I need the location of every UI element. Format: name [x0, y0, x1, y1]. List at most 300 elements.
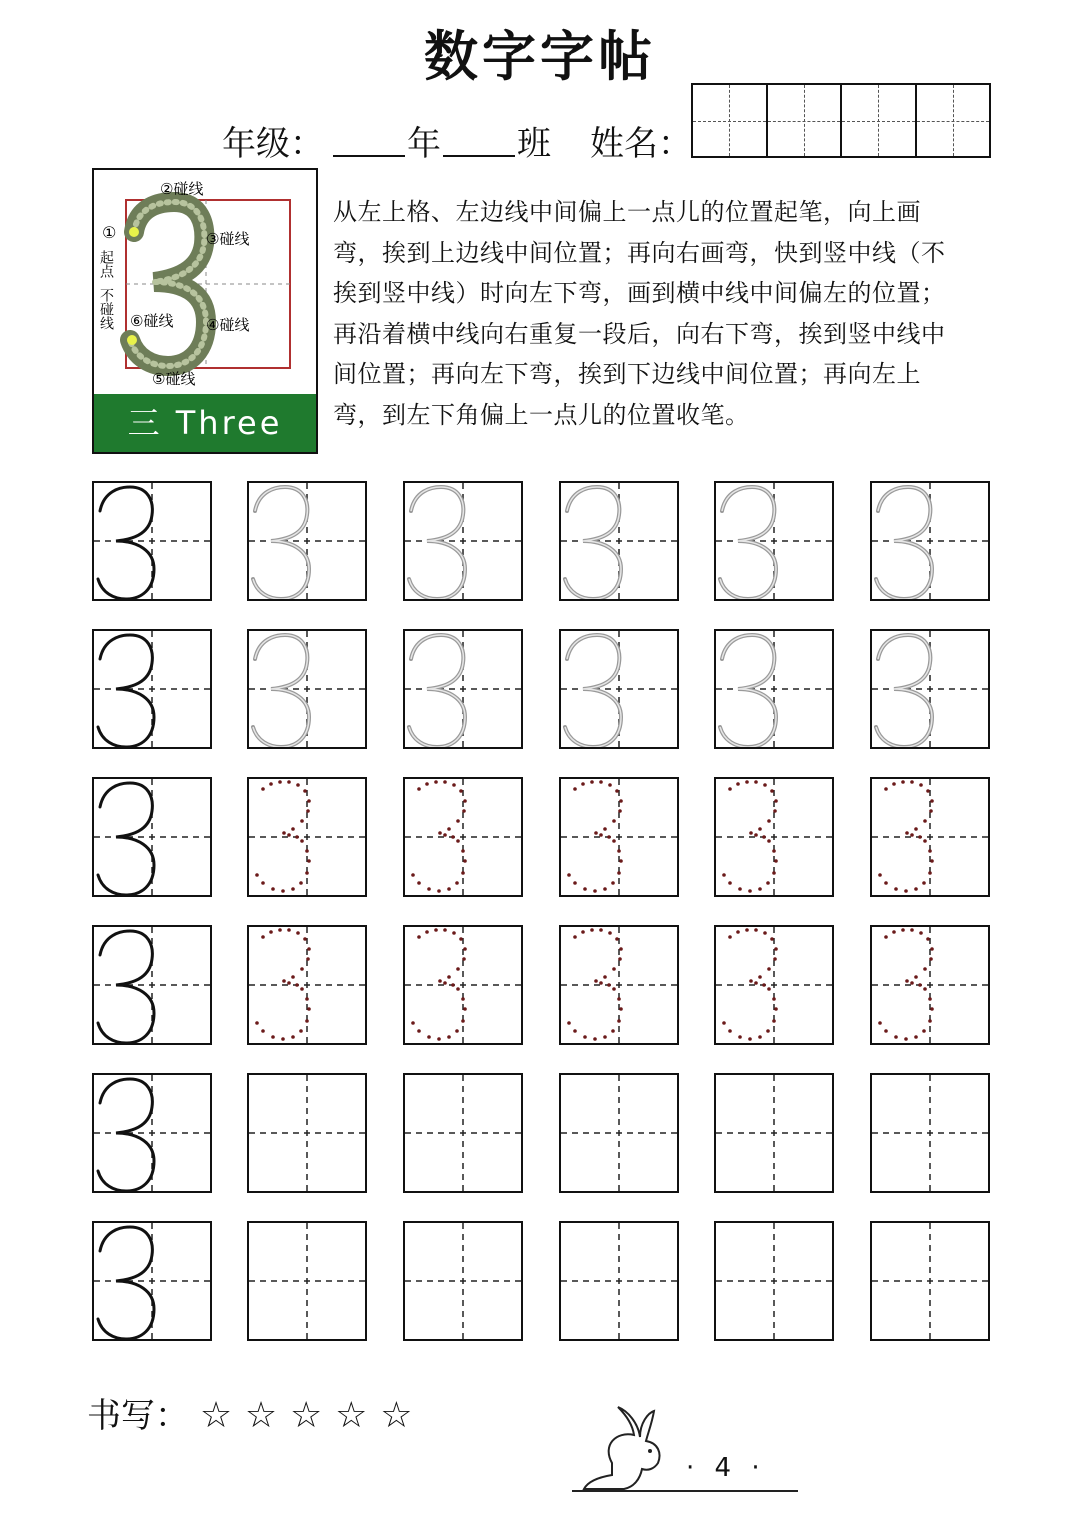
cell-guides [716, 927, 832, 1043]
trace-dot [291, 975, 295, 979]
star-icon[interactable]: ☆ [199, 1395, 233, 1436]
trace-dot [427, 1035, 431, 1039]
demo-digit-diagram [94, 170, 316, 396]
cell-guides [94, 1223, 210, 1339]
name-cell[interactable] [917, 85, 990, 156]
trace-dot [904, 1037, 908, 1041]
trace-dot [296, 931, 300, 935]
trace-dot [901, 780, 905, 784]
trace-dot [583, 1035, 587, 1039]
end-dot [127, 335, 137, 345]
trace-dot [452, 783, 456, 787]
trace-dot [427, 887, 431, 891]
trace-dot [573, 787, 577, 791]
trace-dot [255, 873, 259, 877]
trace-dot [758, 1035, 762, 1039]
trace-dot [300, 967, 304, 971]
practice-cell[interactable] [247, 925, 367, 1045]
trace-dot [463, 799, 467, 803]
trace-dot [261, 787, 265, 791]
trace-digit [253, 635, 309, 747]
trace-dot [281, 889, 285, 893]
trace-dot [894, 887, 898, 891]
trace-dot [928, 871, 932, 875]
trace-dot [930, 799, 934, 803]
trace-dot [926, 937, 930, 941]
trace-dot [573, 881, 577, 885]
trace-dot [447, 887, 451, 891]
trace-dot [905, 979, 909, 983]
trace-dot [455, 1029, 459, 1033]
practice-cell[interactable] [92, 925, 212, 1045]
cell-guides [561, 483, 677, 599]
trace-dot [754, 981, 758, 985]
trace-dot [271, 1035, 275, 1039]
trace-dot [581, 930, 585, 934]
trace-dot [738, 1035, 742, 1039]
cell-guides [405, 1075, 521, 1191]
trace-dot [307, 859, 311, 863]
trace-dot [282, 831, 286, 835]
cell-guides [405, 779, 521, 895]
annot-step4: ④碰线 [206, 316, 250, 334]
trace-dot [594, 979, 598, 983]
trace-dot [767, 839, 771, 843]
writing-rating [87, 1388, 414, 1437]
practice-cell[interactable] [403, 1073, 523, 1193]
cell-guides [249, 779, 365, 895]
trace-dot [754, 833, 758, 837]
annot-step3: ③碰线 [206, 230, 250, 248]
trace-dot [923, 839, 927, 843]
trace-dot [443, 928, 447, 932]
trace-dot [305, 1019, 309, 1023]
trace-dot [749, 979, 753, 983]
trace-dot [271, 887, 275, 891]
trace-dot [456, 987, 460, 991]
trace-dot [736, 930, 740, 934]
trace-dot [607, 835, 611, 839]
trace-dot [255, 1021, 259, 1025]
trace-dot [919, 783, 923, 787]
trace-digit [720, 635, 776, 747]
practice-cell[interactable] [559, 629, 679, 749]
annot-start: 起点 [98, 250, 114, 278]
trace-dot [774, 799, 778, 803]
instruction-line: 从左上格、左边线中间偏上一点儿的位置起笔，向上画 [333, 198, 921, 226]
practice-cell[interactable] [403, 925, 523, 1045]
trace-dot [456, 839, 460, 843]
annot-no-touch: 不碰线 [98, 288, 114, 330]
trace-dot [728, 787, 732, 791]
practice-cell[interactable] [559, 925, 679, 1045]
trace-dot [774, 947, 778, 951]
instruction-line: 挨到竖中线）时向左下弯，画到横中线中间偏左的位置； [333, 279, 946, 307]
trace-dot [443, 833, 447, 837]
practice-cell[interactable] [870, 481, 990, 601]
trace-dot [617, 849, 621, 853]
trace-dot [929, 809, 933, 813]
trace-dot [612, 819, 616, 823]
trace-dot [438, 979, 442, 983]
trace-dot [884, 1029, 888, 1033]
star-icon[interactable]: ☆ [244, 1395, 278, 1436]
class-label: 班 [517, 124, 551, 164]
name-cell[interactable] [693, 85, 768, 156]
cell-guides [94, 631, 210, 747]
practice-cell[interactable] [247, 777, 367, 897]
name-writing-grid[interactable] [691, 83, 991, 158]
star-rating[interactable] [200, 1396, 415, 1436]
practice-cell[interactable] [403, 629, 523, 749]
instruction-line: 间位置；再向左下弯，挨到下边线中间位置；再向左上 [333, 360, 921, 388]
trace-dot [300, 839, 304, 843]
trace-dot [910, 981, 914, 985]
cell-guides [716, 1075, 832, 1191]
cell-guides [561, 631, 677, 747]
practice-cell[interactable] [714, 1221, 834, 1341]
practice-cell[interactable] [92, 1221, 212, 1341]
trace-dot [278, 780, 282, 784]
grade-label: 年级： [222, 124, 324, 164]
trace-dot [612, 967, 616, 971]
practice-cell[interactable] [92, 481, 212, 601]
trace-dot [608, 931, 612, 935]
trace-dot [451, 835, 455, 839]
trace-dot [892, 782, 896, 786]
trace-dot [884, 935, 888, 939]
trace-dot [417, 881, 421, 885]
trace-dot [417, 1029, 421, 1033]
trace-dot [463, 1007, 467, 1011]
practice-cell[interactable] [247, 1221, 367, 1341]
trace-dot [296, 783, 300, 787]
trace-dot [307, 799, 311, 803]
trace-dot [758, 827, 762, 831]
trace-dot [307, 947, 311, 951]
practice-cell[interactable] [92, 1073, 212, 1193]
grade-blank[interactable] [333, 155, 405, 157]
trace-dot [928, 997, 932, 1001]
trace-digit [876, 487, 932, 599]
trace-dot [878, 873, 882, 877]
trace-dot [763, 783, 767, 787]
trace-dot [758, 887, 762, 891]
trace-digit [565, 487, 621, 599]
trace-dot [461, 849, 465, 853]
trace-dot [767, 967, 771, 971]
trace-dot [463, 859, 467, 863]
trace-dot [443, 981, 447, 985]
demo-digit-stroke [130, 202, 206, 366]
trace-dot [884, 881, 888, 885]
trace-dot [443, 780, 447, 784]
practice-cell[interactable] [247, 629, 367, 749]
cell-guides [561, 1075, 677, 1191]
cell-guides [94, 483, 210, 599]
cell-guides [94, 779, 210, 895]
trace-dot [599, 833, 603, 837]
trace-dot [599, 780, 603, 784]
trace-dot [261, 1029, 265, 1033]
trace-dot [425, 782, 429, 786]
trace-dot [603, 887, 607, 891]
trace-dot [573, 1029, 577, 1033]
trace-dot [728, 1029, 732, 1033]
practice-cell[interactable] [559, 481, 679, 601]
page-number: · 4 · [686, 1453, 766, 1483]
cell-guides [405, 1223, 521, 1339]
trace-dot [603, 975, 607, 979]
trace-dot [567, 1021, 571, 1025]
trace-dot [411, 1021, 415, 1025]
trace-dot [922, 881, 926, 885]
star-icon[interactable]: ☆ [380, 1395, 413, 1436]
trace-digit [253, 487, 309, 599]
cell-guides [716, 779, 832, 895]
trace-digit [409, 487, 465, 599]
cell-guides [872, 631, 988, 747]
trace-dot [300, 819, 304, 823]
practice-cell[interactable] [870, 1073, 990, 1193]
annot-step5: ⑤碰线 [152, 370, 196, 388]
trace-dot [287, 981, 291, 985]
trace-dot [611, 1029, 615, 1033]
trace-dot [910, 780, 914, 784]
trace-dot [772, 997, 776, 1001]
trace-dot [745, 780, 749, 784]
annot-step1: ① [102, 223, 117, 242]
annot-step2: ②碰线 [160, 180, 204, 198]
cell-guides [872, 927, 988, 1043]
trace-dot [922, 1029, 926, 1033]
trace-dot [291, 827, 295, 831]
trace-dot [748, 889, 752, 893]
trace-dot [918, 835, 922, 839]
trace-dot [619, 859, 623, 863]
trace-dot [463, 947, 467, 951]
practice-cell[interactable] [247, 1073, 367, 1193]
trace-dot [914, 975, 918, 979]
practice-cell[interactable] [559, 1073, 679, 1193]
trace-dot [590, 928, 594, 932]
trace-dot [758, 975, 762, 979]
trace-dot [434, 780, 438, 784]
trace-dot [928, 849, 932, 853]
trace-dot [291, 1035, 295, 1039]
instruction-line: 再沿着横中线向右重复一段后，向右下弯，挨到竖中线中 [333, 319, 946, 348]
cell-guides [249, 927, 365, 1043]
trace-dot [299, 1029, 303, 1033]
practice-cell[interactable] [92, 629, 212, 749]
year-label: 年 [407, 124, 441, 164]
trace-dot [411, 873, 415, 877]
trace-dot [770, 789, 774, 793]
trace-dot [919, 931, 923, 935]
model-digit [98, 487, 154, 599]
trace-dot [456, 819, 460, 823]
trace-dot [892, 930, 896, 934]
trace-dot [581, 782, 585, 786]
trace-dot [905, 831, 909, 835]
trace-dot [461, 1019, 465, 1023]
trace-digit [876, 635, 932, 747]
trace-dot [307, 1007, 311, 1011]
trace-dot [462, 957, 466, 961]
name-cell[interactable] [842, 85, 917, 156]
trace-dot [299, 881, 303, 885]
trace-digit [720, 487, 776, 599]
trace-dot [455, 881, 459, 885]
cell-guides [249, 483, 365, 599]
trace-dot [305, 849, 309, 853]
trace-dot [295, 983, 299, 987]
trace-dot [617, 871, 621, 875]
trace-dot [618, 809, 622, 813]
writing-label: 书写： [87, 1396, 189, 1436]
trace-dot [306, 957, 310, 961]
practice-cell[interactable] [559, 1221, 679, 1341]
trace-dot [300, 987, 304, 991]
trace-dot [738, 887, 742, 891]
trace-dot [766, 881, 770, 885]
cell-guides [872, 779, 988, 895]
trace-dot [306, 809, 310, 813]
practice-cell[interactable] [870, 1221, 990, 1341]
practice-cell[interactable] [714, 1073, 834, 1193]
trace-dot [462, 809, 466, 813]
trace-dot [901, 928, 905, 932]
trace-dot [287, 833, 291, 837]
trace-dot [722, 873, 726, 877]
trace-dot [459, 789, 463, 793]
trace-dot [607, 983, 611, 987]
trace-digit [565, 635, 621, 747]
page-title: 数字字帖 [424, 25, 656, 88]
trace-dot [295, 835, 299, 839]
practice-cell[interactable] [403, 777, 523, 897]
trace-dot [593, 1037, 597, 1041]
class-blank[interactable] [443, 155, 515, 157]
trace-dot [603, 827, 607, 831]
trace-dot [930, 1007, 934, 1011]
trace-dot [618, 957, 622, 961]
cell-guides [405, 483, 521, 599]
cell-guides [561, 1223, 677, 1339]
practice-cell[interactable] [403, 481, 523, 601]
trace-dot [281, 1037, 285, 1041]
trace-dot [287, 780, 291, 784]
trace-dot [763, 931, 767, 935]
trace-dot [599, 981, 603, 985]
star-icon[interactable]: ☆ [335, 1395, 368, 1436]
practice-cell[interactable] [714, 481, 834, 601]
model-digit [98, 783, 154, 895]
trace-dot [438, 831, 442, 835]
trace-dot [611, 881, 615, 885]
trace-dot [567, 873, 571, 877]
trace-dot [269, 930, 273, 934]
demo-banner: 三 Three [94, 394, 316, 452]
practice-cell[interactable] [92, 777, 212, 897]
name-cell[interactable] [768, 85, 843, 156]
trace-dot [447, 1035, 451, 1039]
trace-dot [894, 1035, 898, 1039]
trace-dot [305, 871, 309, 875]
trace-dot [615, 789, 619, 793]
trace-dot [594, 831, 598, 835]
cell-guides [716, 631, 832, 747]
trace-dot [728, 935, 732, 939]
trace-dot [437, 1037, 441, 1041]
trace-dot [417, 935, 421, 939]
trace-dot [754, 928, 758, 932]
practice-cell[interactable] [714, 777, 834, 897]
trace-dot [452, 931, 456, 935]
trace-dot [918, 983, 922, 987]
cell-guides [872, 1223, 988, 1339]
trace-dot [736, 782, 740, 786]
trace-dot [772, 871, 776, 875]
stroke-order-demo [92, 168, 318, 454]
trace-dot [451, 983, 455, 987]
model-digit [98, 635, 154, 747]
practice-cell[interactable] [403, 1221, 523, 1341]
trace-dot [593, 889, 597, 893]
trace-dot [573, 935, 577, 939]
trace-dot [303, 789, 307, 793]
model-digit [98, 931, 154, 1043]
practice-cell[interactable] [714, 925, 834, 1045]
trace-dot [617, 1019, 621, 1023]
trace-dot [612, 839, 616, 843]
trace-digit [409, 635, 465, 747]
trace-dot [728, 881, 732, 885]
practice-cell[interactable] [714, 629, 834, 749]
practice-cell[interactable] [870, 777, 990, 897]
practice-cell[interactable] [559, 777, 679, 897]
trace-dot [754, 780, 758, 784]
practice-cell[interactable] [870, 629, 990, 749]
trace-dot [303, 937, 307, 941]
trace-dot [762, 983, 766, 987]
trace-dot [608, 783, 612, 787]
stroke-instructions [333, 192, 1003, 435]
trace-dot [774, 859, 778, 863]
trace-dot [282, 979, 286, 983]
trace-dot [773, 957, 777, 961]
trace-dot [287, 928, 291, 932]
instruction-line: 弯，到左下角偏上一点儿的位置收笔。 [333, 400, 750, 429]
trace-dot [914, 827, 918, 831]
trace-dot [762, 835, 766, 839]
trace-dot [437, 889, 441, 893]
trace-dot [923, 967, 927, 971]
trace-dot [878, 1021, 882, 1025]
trace-dot [261, 935, 265, 939]
rabbit-icon [572, 1405, 802, 1497]
trace-dot [930, 859, 934, 863]
trace-dot [590, 780, 594, 784]
practice-cell[interactable] [870, 925, 990, 1045]
practice-cell[interactable] [247, 481, 367, 601]
trace-dot [619, 947, 623, 951]
trace-dot [615, 937, 619, 941]
star-icon[interactable]: ☆ [290, 1395, 323, 1436]
trace-dot [461, 871, 465, 875]
name-label: 姓名： [590, 124, 692, 164]
trace-dot [767, 819, 771, 823]
